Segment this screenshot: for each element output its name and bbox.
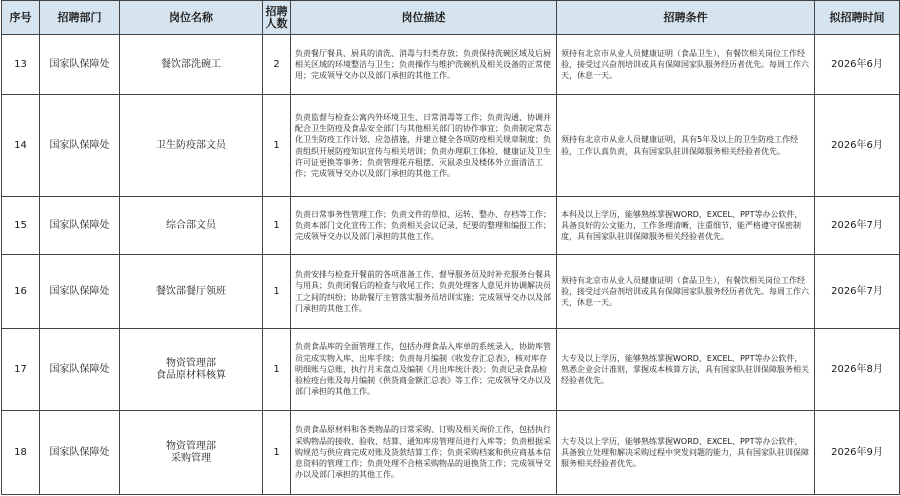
row-position (120, 35, 263, 95)
table-row (2, 329, 900, 411)
row-index: 17 (2, 329, 40, 411)
row-count: 2 (263, 35, 291, 95)
row-index: 15 (2, 197, 40, 255)
table-row (2, 411, 900, 495)
row-conditions: 大专及以上学历，能够熟练掌握WORD、EXCEL、PPT等办公软件，熟悉企业会计准则，掌握成本核算方法，具有国家队驻训保障服务相关经验者优先。 (557, 329, 815, 411)
row-position (120, 255, 263, 329)
row-time: 2026年7月 (815, 197, 900, 255)
row-index: 14 (2, 95, 40, 197)
row-department: 国家队保障处 (40, 197, 120, 255)
row-count: 1 (263, 95, 291, 197)
row-department: 国家队保障处 (40, 329, 120, 411)
row-time: 2026年8月 (815, 329, 900, 411)
row-time: 2026年9月 (815, 411, 900, 495)
row-conditions: 须持有北京市从业人员健康证明（食品卫生），有餐饮相关岗位工作经验，接受过兴奋剂培训或具有保障国家队服务经历者优先。每周工作六天，休息一天。 (557, 255, 815, 329)
row-description: 负责日常事务性管理工作；负责文件的草拟、运转、整办、存档等工作；负责本部门文化宣传工作；负责相关会议记录、纪要的整理和编报工作；完成领导交办以及部门承担的其他工作。 (291, 197, 557, 255)
row-position (120, 411, 263, 495)
row-index: 18 (2, 411, 40, 495)
row-description: 负责安排与检查开餐前的各项准备工作、督导服务员及时补充服务台餐具与用具；负责闭餐后的检查与收尾工作；负责处理客人意见并协调解决员工之间的纠纷；协助餐厅主管落实服务员培训实施；完成领导交办以及部门承担的其他工作。 (291, 255, 557, 329)
row-conditions: 须持有北京市从业人员健康证明（食品卫生），有餐饮相关岗位工作经验，接受过兴奋剂培训或具有保障国家队服务经历者优先。每周工作六天，休息一天。 (557, 35, 815, 95)
row-position (120, 329, 263, 411)
table-row (2, 255, 900, 329)
row-description: 负责食品库的全面管理工作，包括办理食品入库单的系统录入、协助库管员完成实物入库、出库手续；负责每月编制《收发存汇总表》，核对库存明细账与总账，执行月末盘点及编制《月出库统计表》；负责记录食品检验检疫台账及每月编制《供货商金额汇总表》等工作；完成领导交办以及部门承担的其他工作。 (291, 329, 557, 411)
row-conditions: 本科及以上学历，能够熟练掌握WORD、EXCEL、PPT等办公软件，具备良好的公文能力，工作条理清晰，注重细节，能严格遵守保密制度，具有国家队驻训保障服务相关经验者优先。 (557, 197, 815, 255)
row-description: 负责监督与检查公寓内外环境卫生、日常消毒等工作；负责沟通、协调并配合卫生防疫及食品安全部门与其他相关部门的协作事宜；负责制定常态化卫生防疫工作计划、应急措施，并建立健全各项防疫相关规章制度；负责组织开展防疫知识宣传与相关培训；负责办理职工体检、健康证及卫生许可证更换等事务；负责管理花卉租摆、灭鼠杀虫及楼体外立面清洁工作；完成领导交办以及部门承担的其他工作。 (291, 95, 557, 197)
header-index: 序号 (2, 1, 40, 35)
position-line: 综合部文员 (166, 219, 216, 231)
recruitment-table (1, 0, 900, 495)
row-department: 国家队保障处 (40, 35, 120, 95)
position-line: 餐饮部洗碗工 (161, 58, 221, 70)
row-count: 1 (263, 255, 291, 329)
row-department: 国家队保障处 (40, 411, 120, 495)
row-time: 2026年7月 (815, 255, 900, 329)
row-department: 国家队保障处 (40, 95, 120, 197)
row-count: 1 (263, 329, 291, 411)
row-time: 2026年6月 (815, 95, 900, 197)
row-time: 2026年6月 (815, 35, 900, 95)
header-conditions: 招聘条件 (557, 1, 815, 35)
table-row (2, 95, 900, 197)
position-line: 餐饮部餐厅领班 (156, 285, 226, 297)
position-line: 物资管理部 (166, 440, 216, 452)
header-count: 招聘人数 (263, 1, 291, 35)
row-position (120, 197, 263, 255)
table-row (2, 35, 900, 95)
row-count: 1 (263, 197, 291, 255)
row-description: 负责食品原材料和各类物品的日常采购、订购及相关询价工作，包括执行采购物品的接收、验收、结算、通知库房管理员进行入库等；负责根据采购规范与供应商完成对账及货款结算工作；负责采购档案和供应商基本信息资料的管理工作；负责处理不合格采购物品的退换货工作；完成领导交办以及部门承担的其他工作。 (291, 411, 557, 495)
row-conditions: 大专及以上学历，能够熟练掌握WORD、EXCEL、PPT等办公软件，具备独立处理和解决采购过程中突发问题的能力，具有国家队驻训保障服务相关经验者优先。 (557, 411, 815, 495)
position-line: 采购管理 (171, 452, 211, 464)
table-row (2, 197, 900, 255)
header-department: 招聘部门 (40, 1, 120, 35)
row-count: 1 (263, 411, 291, 495)
header-description: 岗位描述 (291, 1, 557, 35)
header-time: 拟招聘时间 (815, 1, 900, 35)
row-department: 国家队保障处 (40, 255, 120, 329)
row-index: 13 (2, 35, 40, 95)
position-line: 食品原材料核算 (156, 369, 226, 381)
table-header-row (2, 1, 900, 35)
row-position (120, 95, 263, 197)
header-position: 岗位名称 (120, 1, 263, 35)
row-index: 16 (2, 255, 40, 329)
row-description: 负责餐厅餐具、厨具的清洗、消毒与归类存放；负责保持洗碗区域及后厨相关区域的环境整洁与卫生；负责操作与维护洗碗机及相关设备的正常使用；完成领导交办以及部门承担的其他工作。 (291, 35, 557, 95)
position-line: 物资管理部 (166, 357, 216, 369)
row-conditions: 须持有北京市从业人员健康证明，具有5年及以上的卫生防疫工作经验，工作认真负责，具有国家队驻训保障服务相关经验者优先。 (557, 95, 815, 197)
position-line: 卫生防疫部文员 (156, 139, 226, 151)
